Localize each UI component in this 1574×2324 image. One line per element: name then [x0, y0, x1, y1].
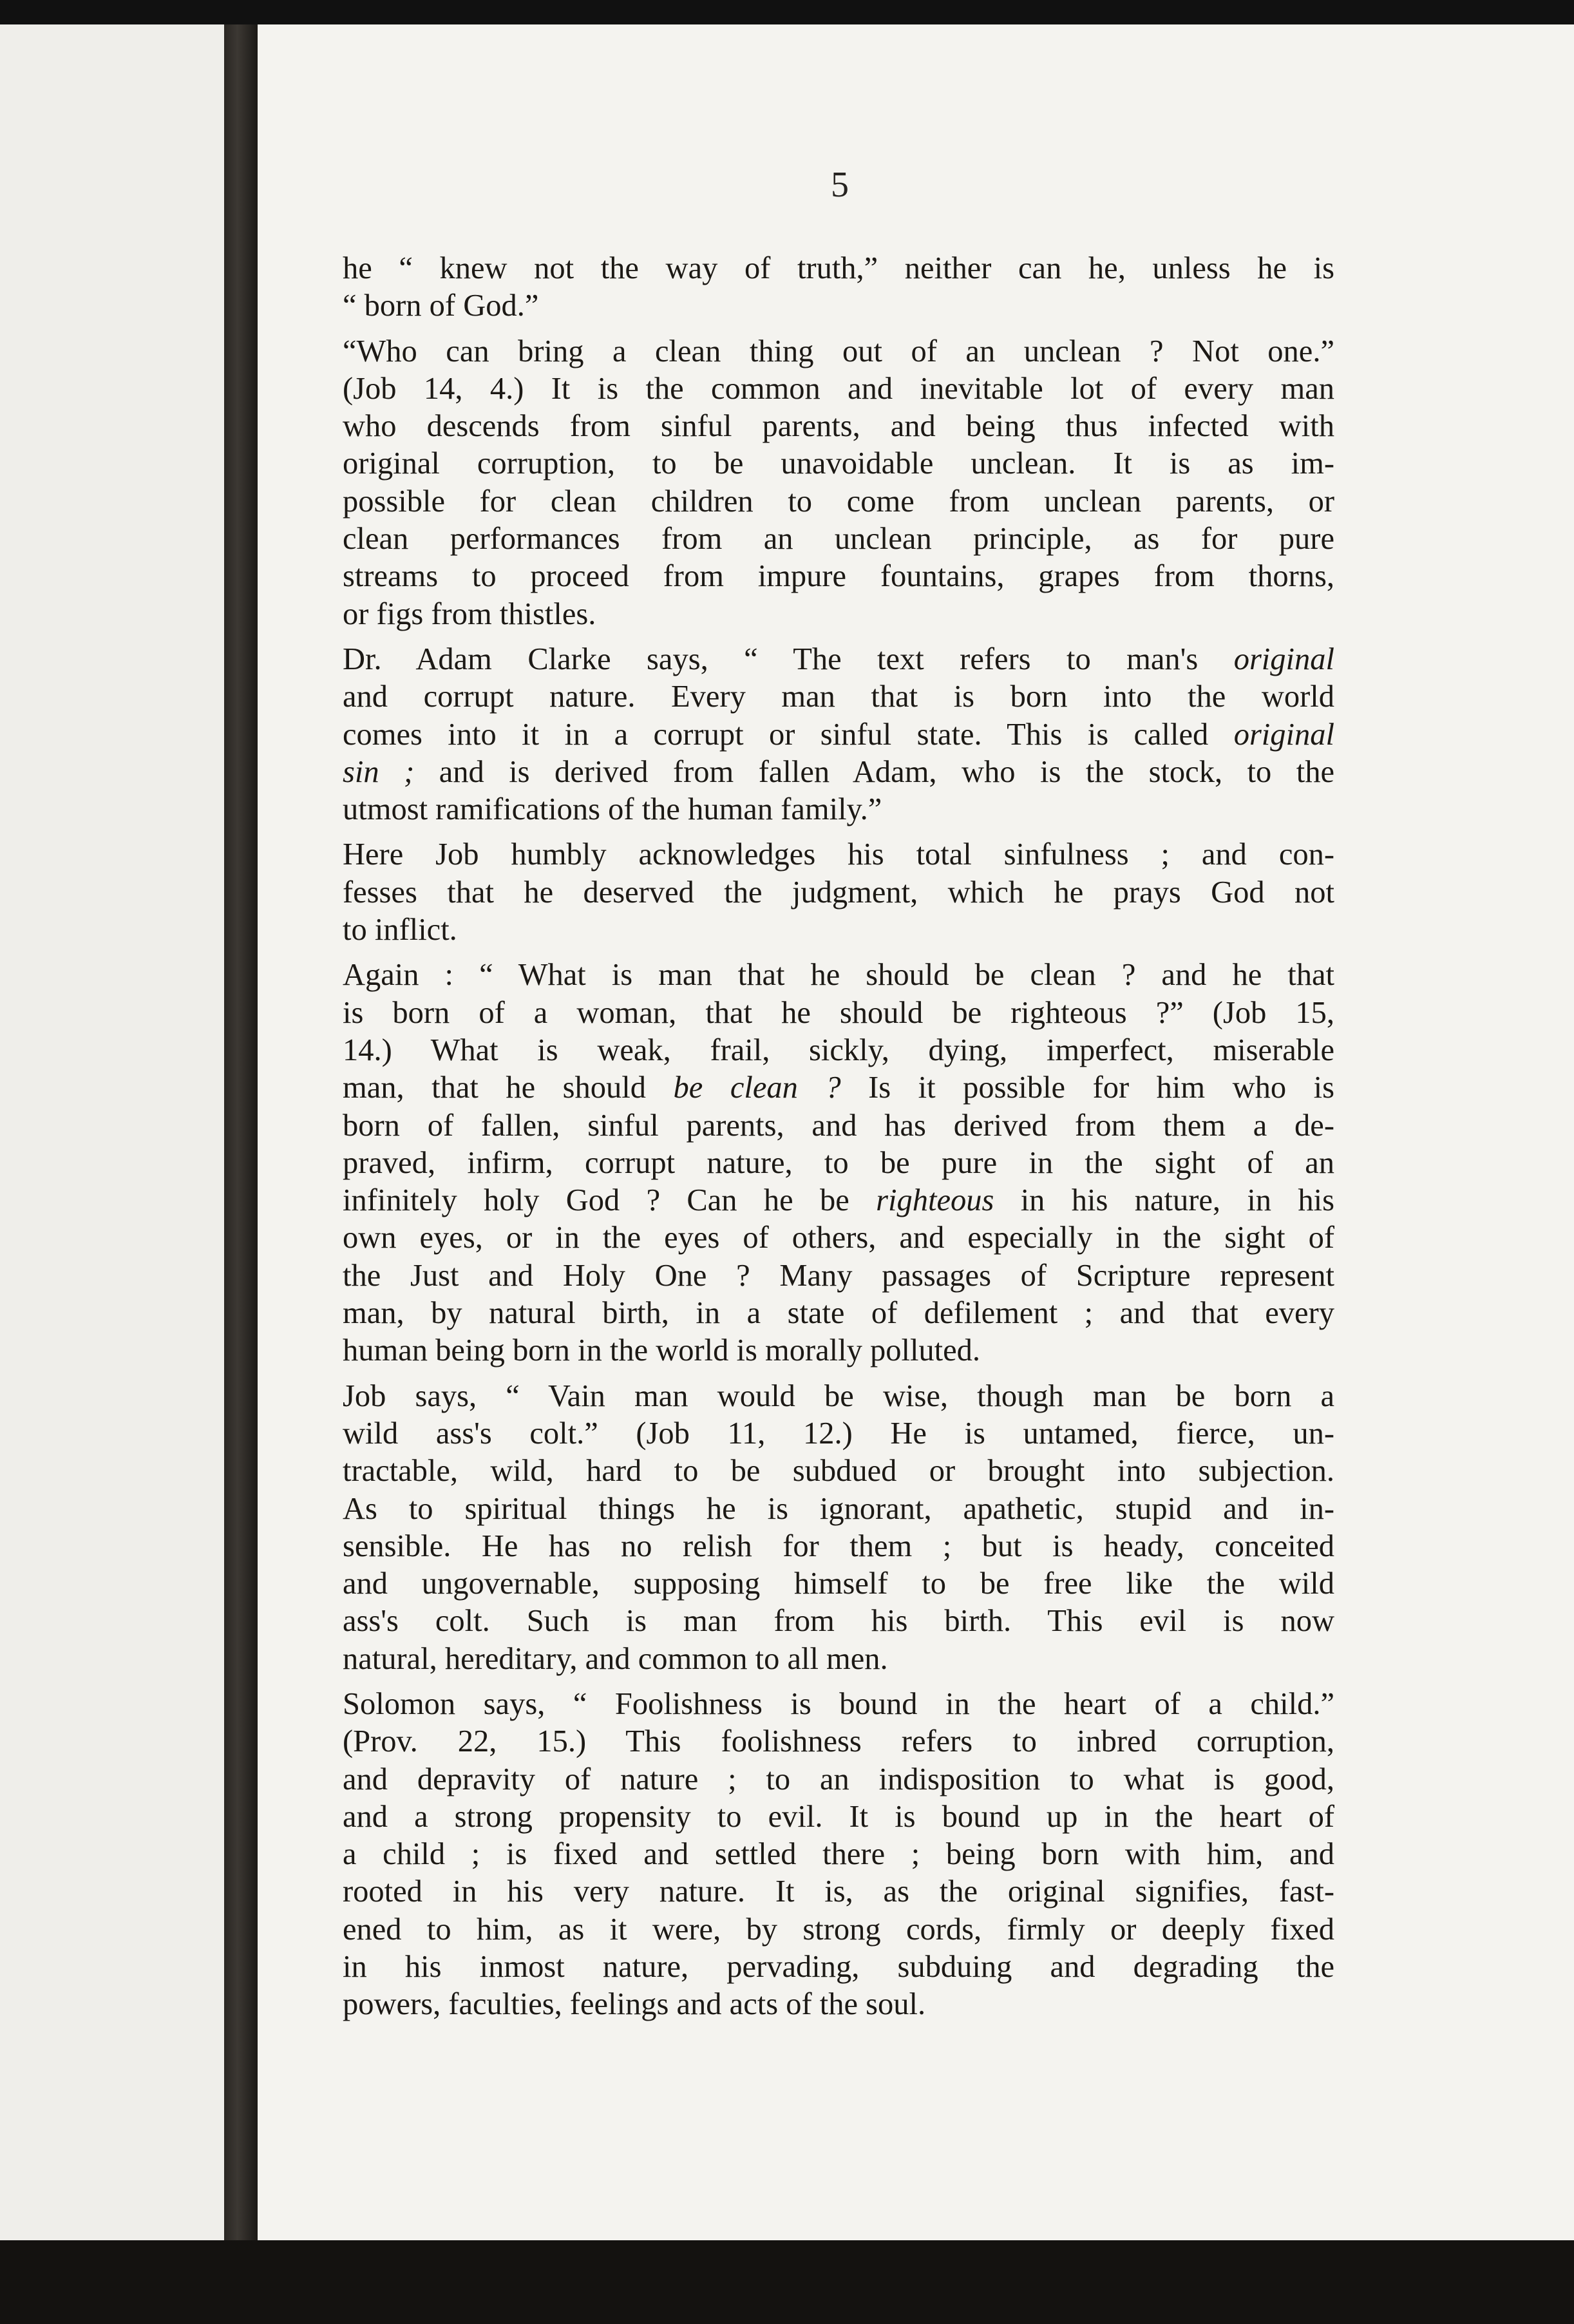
scan-bottom-border: [0, 2240, 1574, 2324]
text-line: in his inmost nature, pervading, subduing and degrading the: [343, 1950, 1334, 1985]
paragraph: [343, 641, 1334, 828]
text-line: and ungovernable, supposing himself to be free like the wild: [343, 1567, 1334, 1601]
paragraph: [343, 333, 1334, 633]
text-line: tractable, wild, hard to be subdued or brought into subjection.: [343, 1454, 1334, 1489]
text-line: utmost ramifications of the human family.”: [343, 792, 882, 827]
text-line: wild ass's colt.” (Job 11, 12.) He is untamed, fierce, un-: [343, 1416, 1334, 1451]
text-line: and corrupt nature. Every man that is born into the world: [343, 680, 1334, 714]
text-line: he “ knew not the way of truth,” neither can he, unless he is: [343, 251, 1334, 285]
text-line: possible for clean children to come from unclean parents, or: [343, 484, 1334, 519]
text-line: man, by natural birth, in a state of defilement ; and that every: [343, 1296, 1334, 1331]
text-line: clean performances from an unclean principle, as for pure: [343, 522, 1334, 557]
paragraph: [343, 250, 1334, 325]
text-line: original corruption, to be unavoidable unclean. It is as im-: [343, 446, 1334, 481]
text-line: infinitely holy God ? Can he be righteous in his nature, in his: [343, 1183, 1334, 1218]
text-line: to inflict.: [343, 913, 457, 948]
text-line: Job says, “ Vain man would be wise, though man be born a: [343, 1378, 1334, 1413]
text-line: (Prov. 22, 15.) This foolishness refers to inbred corruption,: [343, 1724, 1334, 1759]
text-line: comes into it in a corrupt or sinful state. This is called original: [343, 717, 1334, 752]
page-number: 5: [831, 165, 849, 205]
text-line: ass's colt. Such is man from his birth. This evil is now: [343, 1604, 1334, 1639]
text-line: “Who can bring a clean thing out of an unclean ? Not one.”: [343, 334, 1334, 368]
text-line: Dr. Adam Clarke says, “ The text refers to man's original: [343, 642, 1334, 676]
body-text: [343, 250, 1334, 2032]
text-line: Here Job humbly acknowledges his total sinfulness ; and con-: [343, 837, 1334, 872]
paragraph: [343, 957, 1334, 1369]
text-line: own eyes, or in the eyes of others, and especially in the sight of: [343, 1221, 1334, 1255]
text-line: fesses that he deserved the judgment, which he prays God not: [343, 875, 1334, 910]
text-line: and a strong propensity to evil. It is bound up in the heart of: [343, 1799, 1334, 1834]
text-line: praved, infirm, corrupt nature, to be pure in the sight of an: [343, 1145, 1334, 1180]
text-line: Again : “ What is man that he should be clean ? and he that: [343, 958, 1334, 993]
paragraph: [343, 836, 1334, 949]
text-line: ened to him, as it were, by strong cords, firmly or deeply fixed: [343, 1912, 1334, 1947]
text-line: man, that he should be clean ? Is it possible for him who is: [343, 1071, 1335, 1105]
facing-page: [0, 24, 236, 2240]
text-line: streams to proceed from impure fountains, grapes from thorns,: [343, 559, 1334, 594]
text-line: a child ; is fixed and settled there ; being born with him, and: [343, 1837, 1334, 1872]
text-line: rooted in his very nature. It is, as the original signifies, fast-: [343, 1874, 1334, 1909]
text-line: sin ; and is derived from fallen Adam, who is the stock, to the: [343, 754, 1334, 789]
text-line: (Job 14, 4.) It is the common and inevitable lot of every man: [343, 371, 1334, 406]
text-line: 14.) What is weak, frail, sickly, dying, imperfect, miserable: [343, 1033, 1334, 1067]
paragraph: [343, 1378, 1334, 1678]
text-line: natural, hereditary, and common to all men.: [343, 1641, 888, 1676]
text-line: who descends from sinful parents, and being thus infected with: [343, 409, 1334, 444]
scan-top-border: [0, 0, 1574, 24]
text-line: is born of a woman, that he should be righteous ?” (Job 15,: [343, 995, 1334, 1030]
page-gutter: [224, 24, 258, 2240]
text-line: “ born of God.”: [343, 289, 539, 323]
text-line: born of fallen, sinful parents, and has derived from them a de-: [343, 1108, 1334, 1143]
paragraph: [343, 1686, 1334, 2024]
text-line: the Just and Holy One ? Many passages of Scripture represent: [343, 1258, 1334, 1293]
text-line: Solomon says, “ Foolishness is bound in the heart of a child.”: [343, 1686, 1334, 1721]
text-line: sensible. He has no relish for them ; but is heady, conceited: [343, 1529, 1334, 1563]
text-line: or figs from thistles.: [343, 596, 596, 631]
text-line: As to spiritual things he is ignorant, apathetic, stupid and in-: [343, 1491, 1334, 1526]
text-line: powers, faculties, feelings and acts of the soul.: [343, 1987, 926, 2022]
text-line: human being born in the world is morally polluted.: [343, 1333, 981, 1368]
text-line: and depravity of nature ; to an indisposition to what is good,: [343, 1762, 1334, 1796]
